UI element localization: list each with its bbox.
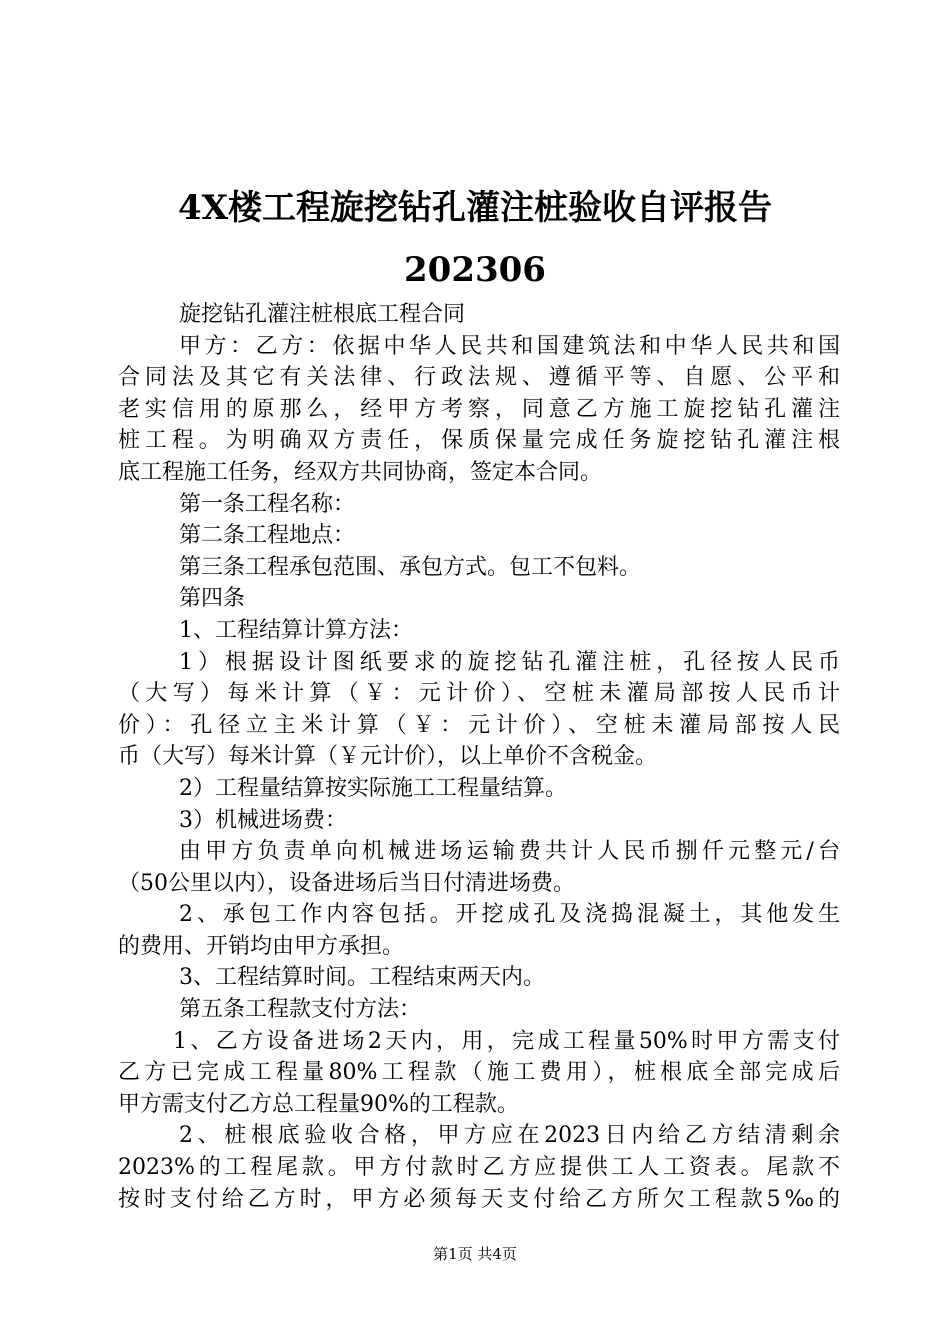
document-title-line-2: 202306 [404,250,546,290]
paragraph-line: （50公里以内），设备进场后当日付清进场费。 [118,870,575,896]
paragraph-line: 3）机械进场费： [179,807,347,833]
paragraph-line: 由甲方负责单向机械进场运输费共计人民币捌仟元整元/台 [179,839,840,865]
paragraph-line: 桩工程。为明确双方责任，保质保量完成任务旋挖钻孔灌注根 [118,428,840,454]
paragraph-line: 2、桩根底验收合格，甲方应在2023日内给乙方结清剩余 [179,1123,840,1149]
paragraph-line: 底工程施工任务，经双方共同协商，签定本合同。 [118,459,603,485]
paragraph-line: 乙方已完成工程量80%工程款（施工费用），桩根底全部完成后 [118,1060,840,1086]
document-title-line-1: 4X楼工程旋挖钻孔灌注桩验收自评报告 [177,188,773,228]
paragraph-line: 老实信用的原那么，经甲方考察，同意乙方施工旋挖钻孔灌注 [118,396,840,422]
document-body [118,299,840,1215]
paragraph-line: 1）根据设计图纸要求的旋挖钻孔灌注桩，孔径按人民币 [179,649,840,675]
paragraph-line: 币（大写）每米计算（￥元计价），以上单价不含税金。 [118,744,658,770]
paragraph-line: 3、工程结算时间。工程结束两天内。 [179,965,545,991]
paragraph-line: 按时支付给乙方时，甲方必须每天支付给乙方所欠工程款5‰的 [118,1186,840,1212]
paragraph-line: 第一条工程名称： [179,491,356,517]
paragraph-line: 第二条工程地点： [179,523,356,549]
paragraph-line: 旋挖钻孔灌注桩根底工程合同 [179,302,466,327]
paragraph-line: 的费用、开销均由甲方承担。 [118,933,405,959]
paragraph-line: 合同法及其它有关法律、行政法规、遵循平等、自愿、公平和 [118,365,840,391]
paragraph-line: 甲方需支付乙方总工程量90%的工程款。 [118,1091,519,1117]
paragraph-line: 2）工程量结算按实际施工工程量结算。 [179,775,567,801]
paragraph-line: 第四条 [179,586,246,612]
paragraph-line: 第三条工程承包范围、承包方式。包工不包料。 [179,554,642,580]
paragraph-line: （大写）每米计算（￥：元计价）、空桩未灌局部按人民币计 [118,681,840,707]
paragraph-line: 1、乙方设备进场2天内，用，完成工程量50%时甲方需支付 [173,1028,840,1054]
paragraph-line: 1、工程结算计算方法： [179,617,413,643]
paragraph-line: 甲方：乙方：依据中华人民共和国建筑法和中华人民共和国 [179,333,840,359]
paragraph-line: 2、承包工作内容包括。开挖成孔及浇捣混凝土，其他发生 [179,902,840,928]
page-number-footer: 第1页 共4页 [433,1245,517,1263]
paragraph-line: 第五条工程款支付方法： [179,997,422,1023]
paragraph-line: 价）：孔径立主米计算（￥：元计价）、空桩未灌局部按人民 [118,712,840,738]
paragraph-line: 2023%的工程尾款。甲方付款时乙方应提供工人工资表。尾款不 [118,1155,840,1181]
